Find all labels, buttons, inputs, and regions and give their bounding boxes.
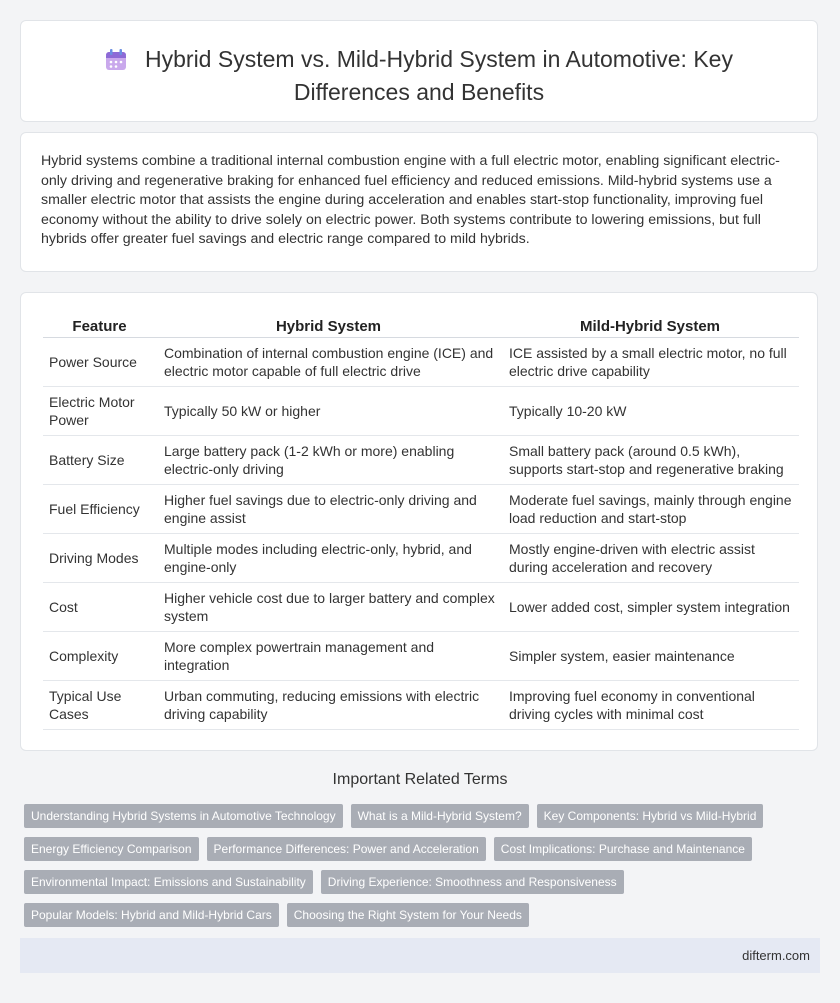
table-row	[43, 387, 799, 436]
header-card	[20, 20, 818, 122]
mild-hybrid-cell: Small battery pack (around 0.5 kWh), supports start-stop and regenerative braking	[501, 436, 799, 485]
hybrid-cell: Multiple modes including electric-only, hybrid, and engine-only	[156, 534, 501, 583]
related-term-link[interactable]: Driving Experience: Smoothness and Responsiveness	[321, 870, 624, 894]
related-terms-title: Important Related Terms	[332, 771, 508, 788]
related-term-link[interactable]: Environmental Impact: Emissions and Sustainability	[24, 870, 313, 894]
hybrid-cell: More complex powertrain management and integration	[156, 632, 501, 681]
hybrid-cell: Combination of internal combustion engine (ICE) and electric motor capable of full electric drive	[156, 338, 501, 387]
mild-hybrid-cell: Mostly engine-driven with electric assist during acceleration and recovery	[501, 534, 799, 583]
related-term-link[interactable]: Choosing the Right System for Your Needs	[287, 903, 529, 927]
mild-hybrid-cell: Lower added cost, simpler system integration	[501, 583, 799, 632]
mild-hybrid-cell: Improving fuel economy in conventional driving cycles with minimal cost	[501, 681, 799, 730]
mild-hybrid-cell: Moderate fuel savings, mainly through engine load reduction and start-stop	[501, 485, 799, 534]
hybrid-cell: Higher fuel savings due to electric-only driving and engine assist	[156, 485, 501, 534]
comparison-table-card	[20, 292, 818, 751]
title-line-2: Differences and Benefits	[293, 79, 545, 105]
table-row	[43, 583, 799, 632]
related-term-link[interactable]: Energy Efficiency Comparison	[24, 837, 199, 861]
calendar-icon	[105, 49, 127, 78]
table-row	[43, 338, 799, 387]
feature-cell: Power Source	[43, 338, 156, 387]
related-term-link[interactable]: Popular Models: Hybrid and Mild-Hybrid Cars	[24, 903, 279, 927]
header-mild-hybrid: Mild-Hybrid System	[501, 315, 799, 338]
header-hybrid: Hybrid System	[156, 315, 501, 338]
comparison-table	[43, 315, 799, 730]
table-row	[43, 632, 799, 681]
feature-cell: Fuel Efficiency	[43, 485, 156, 534]
hybrid-cell: Large battery pack (1-2 kWh or more) enabling electric-only driving	[156, 436, 501, 485]
intro-card	[20, 132, 818, 272]
feature-cell: Battery Size	[43, 436, 156, 485]
header-feature: Feature	[43, 315, 156, 338]
related-term-link[interactable]: Cost Implications: Purchase and Maintenance	[494, 837, 752, 861]
table-row	[43, 534, 799, 583]
title-line-1: Hybrid System vs. Mild-Hybrid System in Automotive: Key	[145, 46, 733, 72]
related-term-link[interactable]: What is a Mild-Hybrid System?	[351, 804, 529, 828]
table-row	[43, 681, 799, 730]
feature-cell: Cost	[43, 583, 156, 632]
feature-cell: Driving Modes	[43, 534, 156, 583]
hybrid-cell: Urban commuting, reducing emissions with electric driving capability	[156, 681, 501, 730]
feature-cell: Complexity	[43, 632, 156, 681]
hybrid-cell: Typically 50 kW or higher	[156, 387, 501, 436]
feature-cell: Electric Motor Power	[43, 387, 156, 436]
related-term-link[interactable]: Performance Differences: Power and Acceleration	[207, 837, 486, 861]
footer	[20, 938, 820, 973]
mild-hybrid-cell: Typically 10-20 kW	[501, 387, 799, 436]
table-row	[43, 485, 799, 534]
table-row	[43, 436, 799, 485]
related-term-link[interactable]: Key Components: Hybrid vs Mild-Hybrid	[537, 804, 764, 828]
mild-hybrid-cell: ICE assisted by a small electric motor, no full electric drive capability	[501, 338, 799, 387]
mild-hybrid-cell: Simpler system, easier maintenance	[501, 632, 799, 681]
table-header-row	[43, 315, 799, 338]
footer-site-link[interactable]: difterm.com	[742, 948, 810, 963]
related-term-link[interactable]: Understanding Hybrid Systems in Automotive Technology	[24, 804, 343, 828]
page-title	[21, 45, 817, 107]
related-terms-list	[24, 804, 784, 927]
hybrid-cell: Higher vehicle cost due to larger battery and complex system	[156, 583, 501, 632]
feature-cell: Typical Use Cases	[43, 681, 156, 730]
intro-text: Hybrid systems combine a traditional internal combustion engine with a full electric motor, enabling significant electric-only driving and regenerative braking for enhanced fuel efficiency and reduced emissions. Mild-hybrid systems use a smaller electric motor that assists the engine during acceleration and enables start-stop functionality, improving fuel economy without the ability to drive solely on electric power. Both systems contribute to lowering emissions, but full hybrids offer greater fuel savings and electric range compared to mild hybrids.	[41, 153, 780, 248]
